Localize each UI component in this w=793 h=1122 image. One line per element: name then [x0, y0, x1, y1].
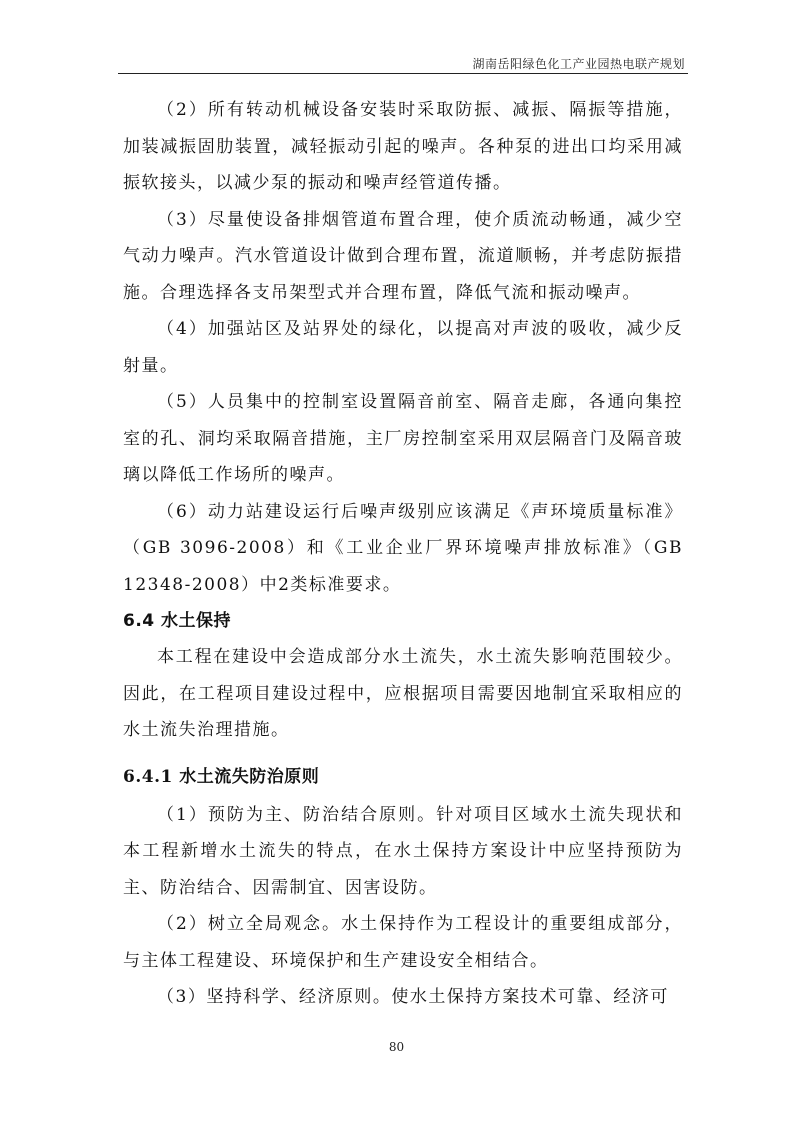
principle-2: （2）树立全局观念。水土保持作为工程设计的重要组成部分，与主体工程建设、环境保护和生产建设安全相结合。: [123, 914, 683, 971]
section-6-4-intro: 本工程在建设中会造成部分水土流失，水土流失影响范围较少。因此，在工程项目建设过程中，应根据项目需要因地制宜采取相应的水土流失治理措施。: [123, 647, 683, 740]
paragraph-measure-6: （6）动力站建设运行后噪声级别应该满足《声环境质量标准》（GB 3096-2008）和《工业企业厂界环境噪声排放标准》（GB 12348-2008）中2类标准要求。: [123, 501, 683, 595]
section-title: 水土流失防治原则: [179, 766, 320, 787]
paragraph-measure-5: （5）人员集中的控制室设置隔音前室、隔音走廊，各通向集控室的孔、洞均采取隔音措施，主厂房控制室采用双层隔音门及隔音玻璃以降低工作场所的噪声。: [123, 392, 683, 485]
page-body: [123, 92, 683, 1016]
running-header: 湖南岳阳绿色化工产业园热电联产规划: [472, 57, 685, 71]
page-number: 80: [388, 1040, 405, 1054]
section-heading-6-4-1: [123, 757, 683, 797]
section-heading-6-4: 6.4 水土保持: [123, 611, 232, 631]
section-number: 6.4.1: [123, 766, 173, 787]
paragraph-measure-4: （4）加强站区及站界处的绿化，以提高对声波的吸收，减少反射量。: [123, 319, 683, 376]
paragraph-measure-3: （3）尽量使设备排烟管道布置合理，使介质流动畅通，减少空气动力噪声。汽水管道设计做到合理布置，流道顺畅，并考虑防振措施。合理选择各支吊架型式并合理布置，降低气流和振动噪声。: [123, 209, 683, 303]
header-rule: [118, 73, 688, 74]
principle-1: （1）预防为主、防治结合原则。针对项目区域水土流失现状和本工程新增水土流失的特点，在水土保持方案设计中应坚持预防为主、防治结合、因需制宜、因害设防。: [123, 804, 683, 898]
paragraph-measure-2: （2）所有转动机械设备安装时采取防振、减振、隔振等措施，加装减振固肋装置，减轻振动引起的噪声。各种泵的进出口均采用减振软接头，以减少泵的振动和噪声经管道传播。: [123, 100, 683, 193]
principle-3: （3）坚持科学、经济原则。使水土保持方案技术可靠、经济可: [157, 987, 669, 1007]
